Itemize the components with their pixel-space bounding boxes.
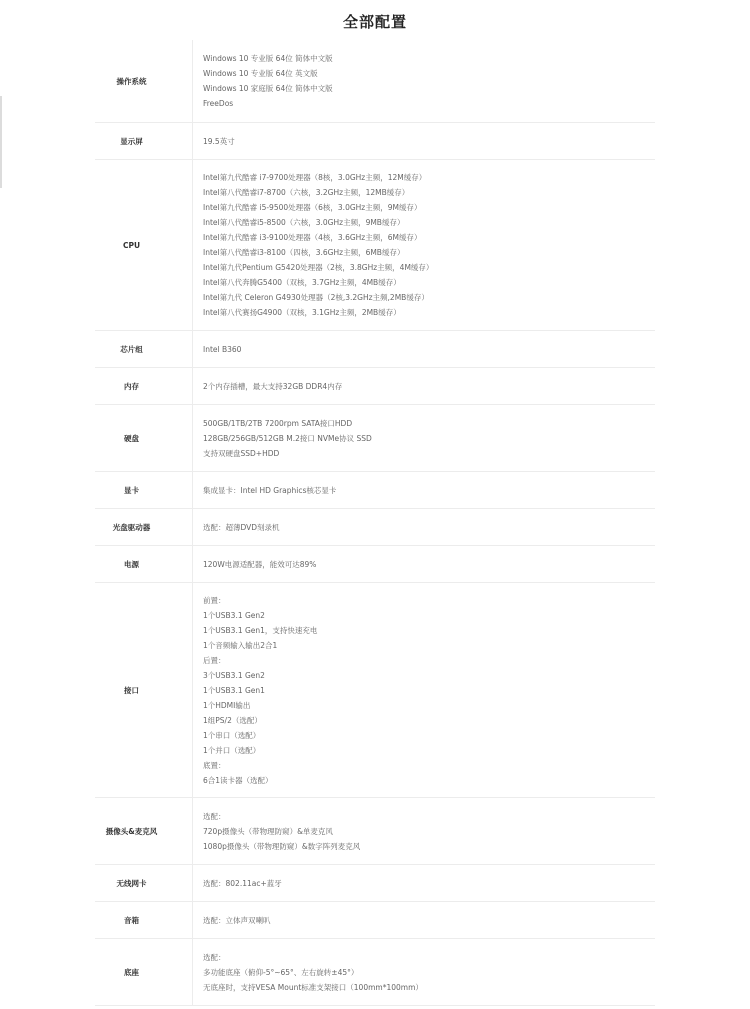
spec-values xyxy=(193,865,655,901)
spec-value-line: Intel第八代奔腾G5400（双核，3.7GHz主频，4MB缓存） xyxy=(203,278,401,287)
page-title: 全部配置 xyxy=(342,13,407,31)
spec-value-line: 1个USB3.1 Gen1，支持快速充电 xyxy=(203,625,318,635)
spec-value-line: Intel第八代酷睿i7-8700（六核，3.2GHz主频，12MB缓存） xyxy=(203,188,410,197)
spec-values xyxy=(193,509,655,545)
spec-values xyxy=(193,798,655,864)
spec-row-os xyxy=(95,40,655,123)
spec-label: 光盘驱动器 xyxy=(95,509,193,545)
spec-value-line: 1个USB3.1 Gen1 xyxy=(203,685,265,695)
spec-value-line: 选配： xyxy=(203,811,226,821)
spec-value-line: 120W电源适配器，能效可达89% xyxy=(203,559,317,569)
spec-row-wireless xyxy=(95,865,655,902)
spec-value-line: 后置： xyxy=(203,655,226,665)
spec-label: 硬盘 xyxy=(95,405,193,471)
spec-label: 内存 xyxy=(95,368,193,404)
spec-value-line: 选配： xyxy=(203,952,226,962)
spec-value-line: Intel第九代酷睿 i7-9700处理器（8核，3.0GHz主频，12M缓存） xyxy=(203,173,427,182)
spec-label: CPU xyxy=(95,160,193,330)
spec-value-line: 1组PS/2（选配） xyxy=(203,715,262,725)
spec-values xyxy=(193,583,655,797)
spec-values xyxy=(193,123,655,159)
spec-label: 无线网卡 xyxy=(95,865,193,901)
spec-row-chipset xyxy=(95,331,655,368)
spec-row-speakers xyxy=(95,902,655,939)
spec-value-line: 选配：立体声双喇叭 xyxy=(203,915,271,925)
spec-row-ports xyxy=(95,583,655,798)
spec-value-line: Intel第九代 Celeron G4930处理器（2核,3.2GHz主频,2MB缓存） xyxy=(203,293,429,302)
spec-value-line: Intel第八代赛扬G4900（双核，3.1GHz主频，2MB缓存） xyxy=(203,308,401,317)
spec-values xyxy=(193,331,655,367)
spec-label: 底座 xyxy=(95,939,193,1005)
spec-values xyxy=(193,902,655,938)
spec-label: 显示屏 xyxy=(95,123,193,159)
spec-value-line: Intel第八代酷睿i3-8100（四核，3.6GHz主频，6MB缓存） xyxy=(203,248,405,257)
spec-value-line: Intel第九代Pentium G5420处理器（2核，3.8GHz主频，4M缓存） xyxy=(203,263,434,272)
spec-value-line: Windows 10 专业版 64位 英文版 xyxy=(203,69,318,78)
spec-label: 芯片组 xyxy=(95,331,193,367)
spec-row-storage xyxy=(95,405,655,472)
spec-value-line: 无底座时，支持VESA Mount标准支架接口（100mm*100mm） xyxy=(203,982,423,992)
spec-row-camera-mic xyxy=(95,798,655,865)
spec-value-line: 6合1读卡器（选配） xyxy=(203,775,273,785)
spec-label: 接口 xyxy=(95,583,193,797)
spec-values xyxy=(193,405,655,471)
spec-label: 操作系统 xyxy=(95,40,193,122)
spec-table xyxy=(95,40,655,1006)
spec-value-line: Intel第八代酷睿i5-8500（六核，3.0GHz主频，9MB缓存） xyxy=(203,218,405,227)
spec-row-graphics xyxy=(95,472,655,509)
spec-value-line: 500GB/1TB/2TB 7200rpm SATA接口HDD xyxy=(203,418,353,428)
spec-label: 显卡 xyxy=(95,472,193,508)
spec-value-line: Windows 10 专业版 64位 简体中文版 xyxy=(203,54,333,63)
spec-value-line: Windows 10 家庭版 64位 简体中文版 xyxy=(203,84,333,93)
spec-value-line: 集成显卡：Intel HD Graphics核芯显卡 xyxy=(203,485,337,495)
spec-row-memory xyxy=(95,368,655,405)
spec-row-display xyxy=(95,123,655,160)
spec-row-cpu xyxy=(95,160,655,331)
spec-label: 电源 xyxy=(95,546,193,582)
spec-values xyxy=(193,546,655,582)
spec-values xyxy=(193,160,655,330)
spec-value-line: 选配：802.11ac+蓝牙 xyxy=(203,878,282,888)
spec-label: 摄像头&麦克风 xyxy=(95,798,193,864)
spec-value-line: 128GB/256GB/512GB M.2接口 NVMe协议 SSD xyxy=(203,433,372,443)
spec-value-line: 720p摄像头（带物理防窥）&单麦克风 xyxy=(203,826,333,836)
spec-value-line: 支持双硬盘SSD+HDD xyxy=(203,448,280,458)
spec-value-line: Intel第九代酷睿 i5-9500处理器（6核，3.0GHz主频，9M缓存） xyxy=(203,203,422,212)
spec-value-line: Intel第九代酷睿 i3-9100处理器（4核，3.6GHz主频，6M缓存） xyxy=(203,233,422,242)
spec-value-line: 3个USB3.1 Gen2 xyxy=(203,670,265,680)
spec-values xyxy=(193,939,655,1005)
spec-values xyxy=(193,472,655,508)
spec-value-line: 19.5英寸 xyxy=(203,136,235,146)
spec-value-line: FreeDos xyxy=(203,99,234,108)
spec-value-line: 1个USB3.1 Gen2 xyxy=(203,610,265,620)
spec-value-line: 底置： xyxy=(203,760,226,770)
spec-row-stand xyxy=(95,939,655,1006)
spec-value-line: 多功能底座（俯仰-5°~65°、左右旋转±45°） xyxy=(203,967,359,977)
spec-value-line: 1个并口（选配） xyxy=(203,745,261,755)
left-edge-marker xyxy=(0,96,2,188)
spec-label: 音箱 xyxy=(95,902,193,938)
spec-values xyxy=(193,368,655,404)
spec-values xyxy=(193,40,655,122)
spec-row-power xyxy=(95,546,655,583)
spec-value-line: 前置： xyxy=(203,595,226,605)
spec-value-line: 选配：超薄DVD刻录机 xyxy=(203,522,280,532)
spec-value-line: 1个音频输入输出2合1 xyxy=(203,640,278,650)
spec-row-optical-drive xyxy=(95,509,655,546)
spec-value-line: 1个串口（选配） xyxy=(203,730,261,740)
spec-value-line: 2个内存插槽，最大支持32GB DDR4内存 xyxy=(203,381,343,391)
spec-value-line: Intel B360 xyxy=(203,344,242,354)
spec-value-line: 1080p摄像头（带物理防窥）&数字阵列麦克风 xyxy=(203,841,361,851)
spec-value-line: 1个HDMI输出 xyxy=(203,700,251,710)
